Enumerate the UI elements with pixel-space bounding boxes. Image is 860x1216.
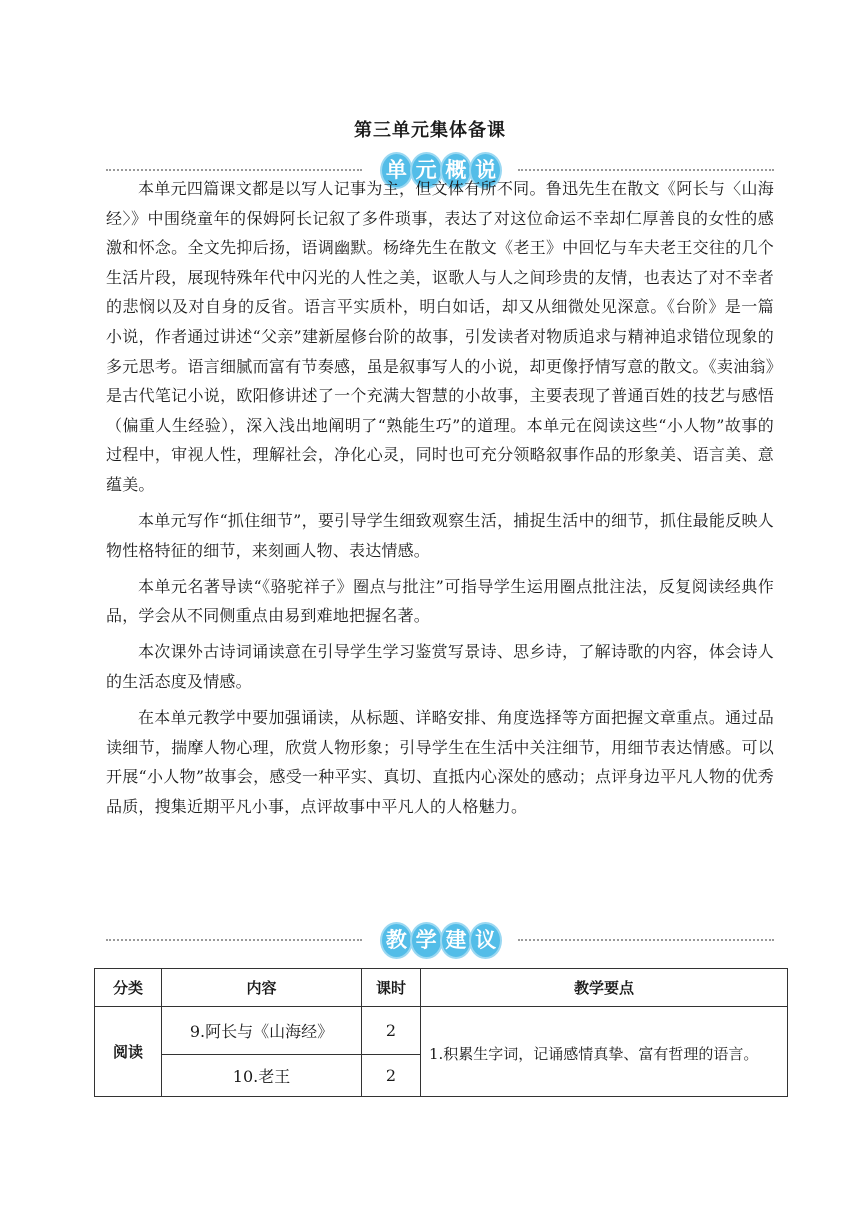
- overview-paragraph: 本单元四篇课文都是以写人记事为主，但文体有所不同。鲁迅先生在散文《阿长与〈山海经〉》中围绕童年的保姆阿长记叙了多件琐事，表达了对这位命运不幸却仁厚善良的女性的感激和怀念。全文先抑后扬，语调幽默。杨绛先生在散文《老王》中回忆与车夫老王交往的几个生活片段，展现特殊年代中闪光的人性之美，讴歌人与人之间珍贵的友情，也表达了对不幸者的悲悯以及对自身的反省。语言平实质朴，明白如话，却又从细微处见深意。《台阶》是一篇小说，作者通过讲述“父亲”建新屋修台阶的故事，引发读者对物质追求与精神追求错位现象的多元思考。语言细腻而富有节奏感，虽是叙事写人的小说，却更像抒情写意的散文。《卖油翁》是古代笔记小说，欧阳修讲述了一个充满大智慧的小故事，主要表现了普通百姓的技艺与感悟（偏重人生经验），深入浅出地阐明了“熟能生巧”的道理。本单元在阅读这些“小人物”故事的过程中，审视人性，理解社会，净化心灵，同时也可充分领略叙事作品的形象美、语言美、意蕴美。: [106, 179, 774, 494]
- cell-key-points: 1.积累生字词，记诵感情真挚、富有哲理的语言。: [421, 1007, 788, 1097]
- overview-body: [106, 174, 774, 828]
- teaching-plan-table: [94, 968, 788, 1097]
- cell-hours: 2: [362, 1007, 421, 1055]
- section-badge-char: 元: [412, 154, 441, 187]
- section-header-suggestions: [106, 920, 774, 960]
- overview-paragraph: 本单元写作“抓住细节”，要引导学生细致观察生活，捕捉生活中的细节，抓住最能反映人物性格特征的细节，来刻画人物、表达情感。: [106, 511, 774, 560]
- cell-hours: 2: [362, 1055, 421, 1097]
- table-header-row: [95, 969, 788, 1007]
- table-row: [95, 1007, 788, 1055]
- dotted-divider-right: [518, 939, 774, 941]
- dotted-divider-right: [518, 169, 774, 171]
- overview-paragraph: 在本单元教学中要加强诵读，从标题、详略安排、角度选择等方面把握文章重点。通过品读细节，揣摩人物心理，欣赏人物形象；引导学生在生活中关注细节，用细节表达情感。可以开展“小人物”故事会，感受一种平实、真切、直抵内心深处的感动；点评身边平凡人物的优秀品质，搜集近期平凡小事，点评故事中平凡人的人格魅力。: [106, 708, 774, 816]
- section-badge-char: 说: [471, 154, 500, 187]
- section-badge-char: 学: [412, 924, 441, 957]
- header-hours: 课时: [362, 969, 421, 1007]
- document-title: 第三单元集体备课: [354, 120, 506, 141]
- dotted-divider-left: [106, 939, 362, 941]
- cell-content: 10.老王: [162, 1055, 362, 1097]
- cell-category: 阅读: [95, 1007, 162, 1097]
- header-content: 内容: [162, 969, 362, 1007]
- header-category: 分类: [95, 969, 162, 1007]
- header-key-points: 教学要点: [421, 969, 788, 1007]
- section-badge-suggestions: [382, 921, 500, 959]
- cell-content: 9.阿长与《山海经》: [162, 1007, 362, 1055]
- overview-paragraph: 本单元名著导读“《骆驼祥子》圈点与批注”可指导学生运用圈点批注法，反复阅读经典作品，学会从不同侧重点由易到难地把握名著。: [106, 576, 774, 626]
- section-badge-char: 教: [382, 924, 411, 957]
- section-badge-char: 概: [442, 154, 471, 187]
- section-badge-char: 单: [382, 154, 411, 187]
- dotted-divider-left: [106, 169, 362, 171]
- overview-paragraph: 本次课外古诗词诵读意在引导学生学习鉴赏写景诗、思乡诗，了解诗歌的内容，体会诗人的生活态度及情感。: [106, 642, 774, 691]
- section-badge-char: 议: [471, 924, 500, 957]
- section-badge-char: 建: [442, 924, 471, 957]
